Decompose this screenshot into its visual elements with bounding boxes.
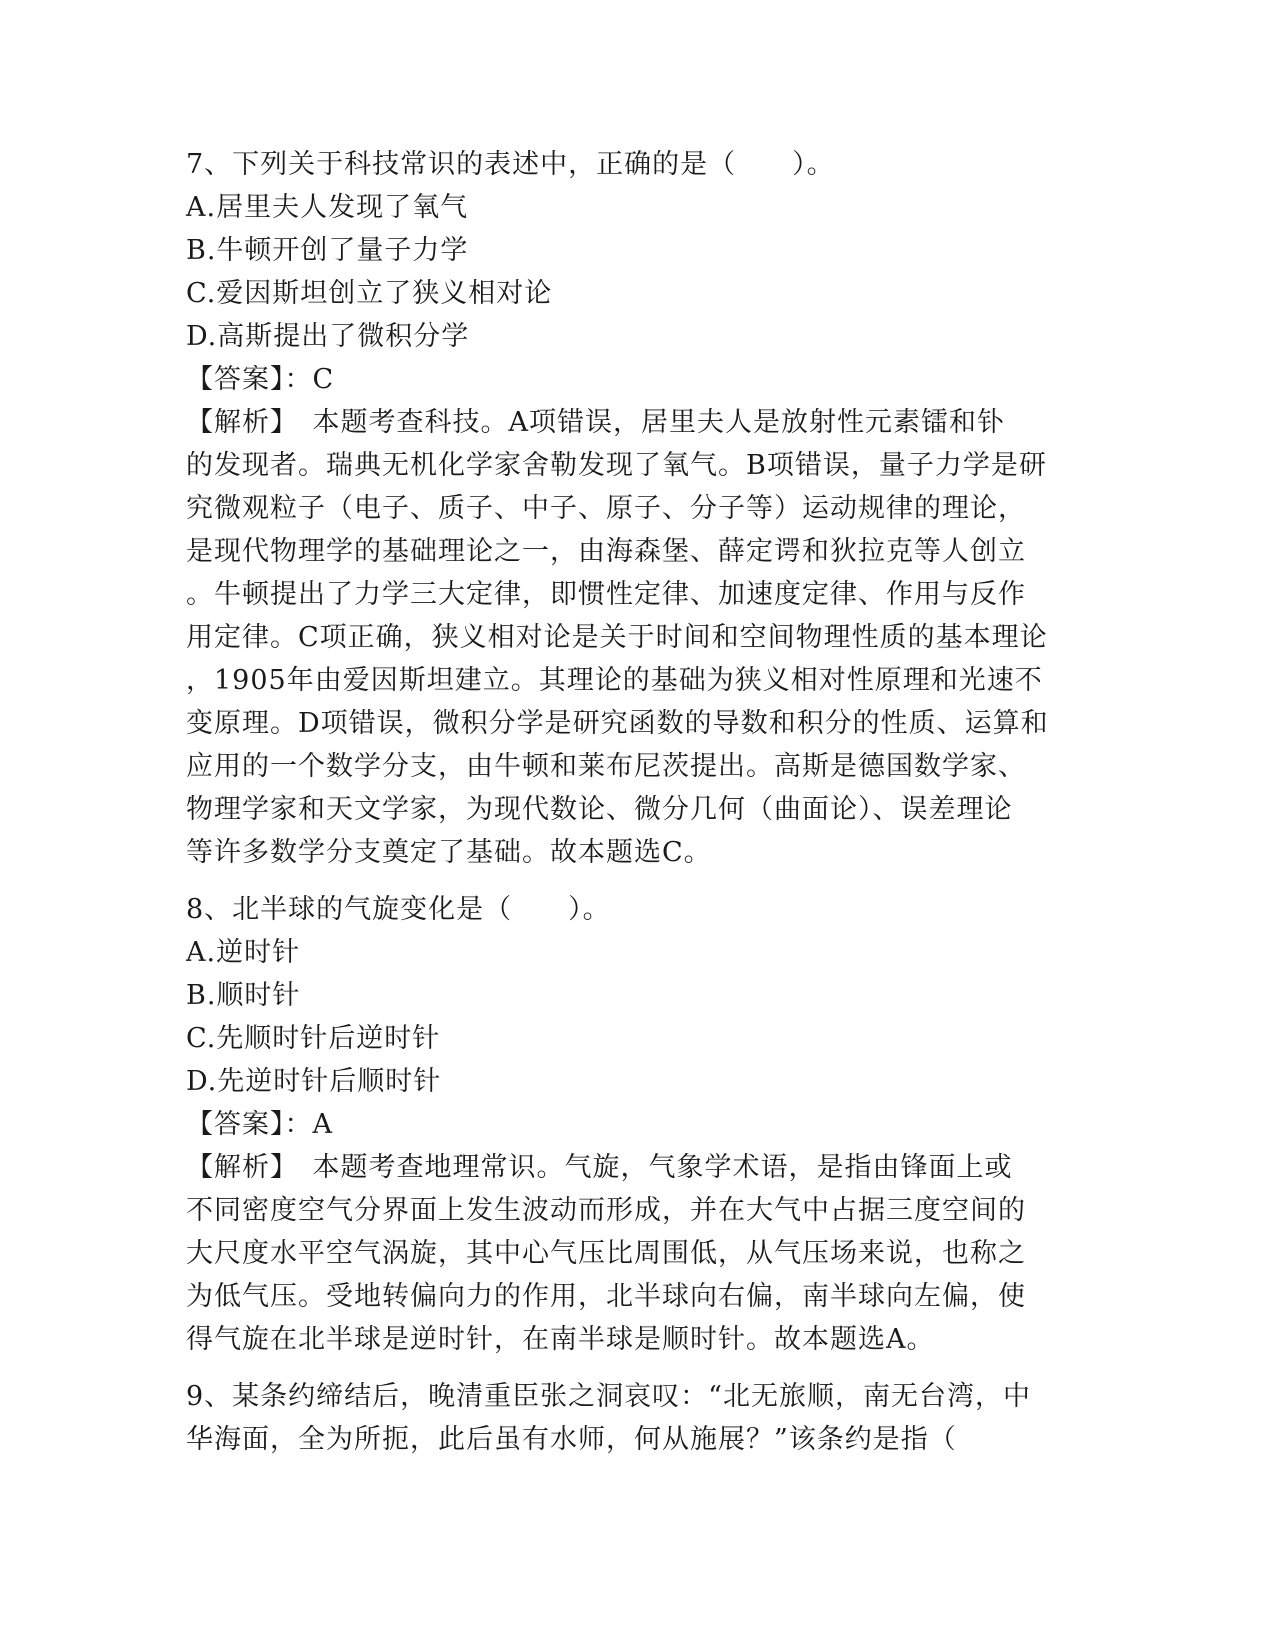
question-gap — [186, 874, 1086, 888]
option-c: C.先顺时针后逆时针 — [186, 1023, 441, 1054]
analysis-line: 物理学家和天文学家，为现代数论、微分几何（曲面论）、误差理论 — [186, 794, 1013, 825]
option-d: D.先逆时针后顺时针 — [186, 1066, 442, 1097]
analysis-line: 等许多数学分支奠定了基础。故本题选C。 — [186, 837, 712, 868]
question-8 — [186, 888, 1086, 1361]
answer-line: 【答案】：A — [186, 1109, 333, 1140]
analysis-line: 变原理。D项错误，微积分学是研究函数的导数和积分的性质、运算和 — [186, 708, 1049, 739]
answer-line: 【答案】：C — [186, 364, 335, 395]
question-stem: 华海面，全为所扼，此后虽有水师，何从施展？”该条约是指（ — [186, 1424, 957, 1455]
option-b: B.顺时针 — [186, 980, 301, 1011]
analysis-line: 大尺度水平空气涡旋，其中心气压比周围低，从气压场来说，也称之 — [186, 1238, 1026, 1269]
analysis-line: 【解析】 本题考查地理常识。气旋，气象学术语，是指由锋面上或 — [186, 1152, 1013, 1183]
document-content — [186, 143, 1086, 1461]
option-b: B.牛顿开创了量子力学 — [186, 235, 469, 266]
analysis-line: 得气旋在北半球是逆时针，在南半球是顺时针。故本题选A。 — [186, 1324, 935, 1355]
question-gap — [186, 1361, 1086, 1375]
analysis-line: 【解析】 本题考查科技。A项错误，居里夫人是放射性元素镭和钋 — [186, 407, 1005, 438]
analysis-line: ，1905年由爱因斯坦建立。其理论的基础为狭义相对性原理和光速不 — [186, 665, 1043, 696]
analysis-line: 的发现者。瑞典无机化学家舍勒发现了氧气。B项错误，量子力学是研 — [186, 450, 1047, 481]
option-a: A.居里夫人发现了氧气 — [186, 192, 469, 223]
analysis-paragraph — [186, 1146, 1086, 1361]
analysis-line: 用定律。C项正确，狭义相对论是关于时间和空间物理性质的基本理论 — [186, 622, 1048, 653]
analysis-line: 应用的一个数学分支，由牛顿和莱布尼茨提出。高斯是德国数学家、 — [186, 751, 1026, 782]
question-stem: 9、某条约缔结后，晚清重臣张之洞哀叹：“北无旅顺，南无台湾，中 — [186, 1381, 1031, 1412]
analysis-line: 不同密度空气分界面上发生波动而形成，并在大气中占据三度空间的 — [186, 1195, 1026, 1226]
option-a: A.逆时针 — [186, 937, 301, 968]
option-d: D.高斯提出了微积分学 — [186, 321, 470, 352]
analysis-line: 究微观粒子（电子、质子、中子、原子、分子等）运动规律的理论， — [186, 493, 1026, 524]
analysis-line: 是现代物理学的基础理论之一，由海森堡、薛定谔和狄拉克等人创立 — [186, 536, 1026, 567]
question-9 — [186, 1375, 1086, 1461]
question-7 — [186, 143, 1086, 874]
analysis-paragraph — [186, 401, 1086, 874]
analysis-line: 。牛顿提出了力学三大定律，即惯性定律、加速度定律、作用与反作 — [186, 579, 1026, 610]
question-stem: 8、北半球的气旋变化是（ ）。 — [186, 894, 611, 925]
analysis-line: 为低气压。受地转偏向力的作用，北半球向右偏，南半球向左偏，使 — [186, 1281, 1026, 1312]
option-c: C.爱因斯坦创立了狭义相对论 — [186, 278, 553, 309]
question-stem: 7、下列关于科技常识的表述中，正确的是（ ）。 — [186, 149, 835, 180]
